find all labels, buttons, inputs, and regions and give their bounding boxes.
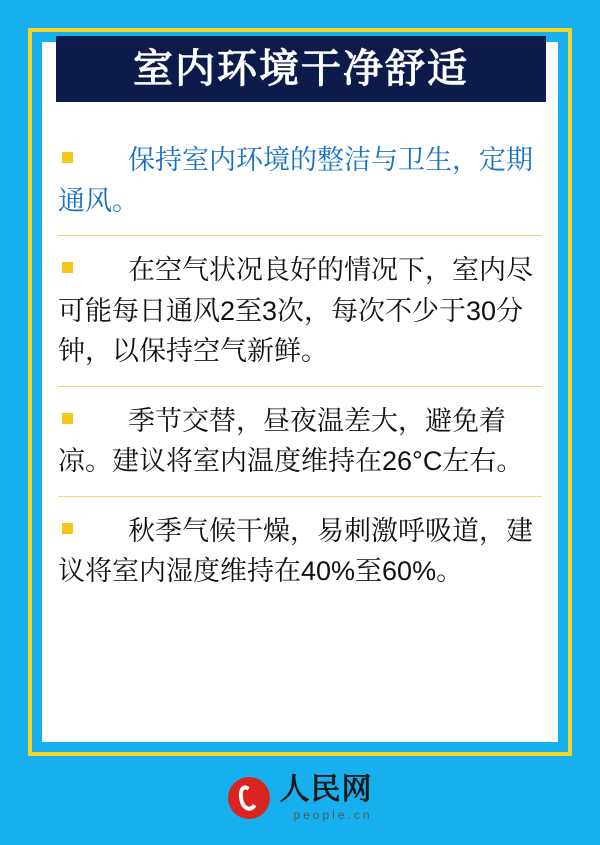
list-item-text: 秋季气候干燥，易刺激呼吸道，建议将室内湿度维持在40%至60%。 <box>58 515 533 586</box>
header-banner <box>56 36 546 102</box>
list-item <box>58 236 542 387</box>
square-bullet-icon <box>62 152 73 163</box>
list-item-text: 季节交替，昼夜温差大，避免着凉。建议将室内温度维持在26°C左右。 <box>58 405 524 476</box>
footer-logo <box>0 775 600 821</box>
list-item-text: 保持室内环境的整洁与卫生，定期通风。 <box>58 145 533 216</box>
list-item <box>58 387 542 497</box>
square-bullet-icon <box>62 262 73 273</box>
tips-list <box>58 126 542 606</box>
people-cn-logo-icon <box>228 777 270 819</box>
list-item-text: 在空气状况良好的情况下，室内尽可能每日通风2至3次，每次不少于30分钟，以保持空气新鲜。 <box>58 255 533 366</box>
logo-en-label: people.cn <box>293 808 373 822</box>
square-bullet-icon <box>62 523 73 534</box>
list-item <box>58 497 542 606</box>
page-title: 室内环境干净舒适 <box>133 47 469 91</box>
square-bullet-icon <box>62 413 73 424</box>
list-item <box>58 126 542 236</box>
logo-cn-label: 人民网 <box>279 773 373 806</box>
logo-text-block <box>280 775 373 821</box>
